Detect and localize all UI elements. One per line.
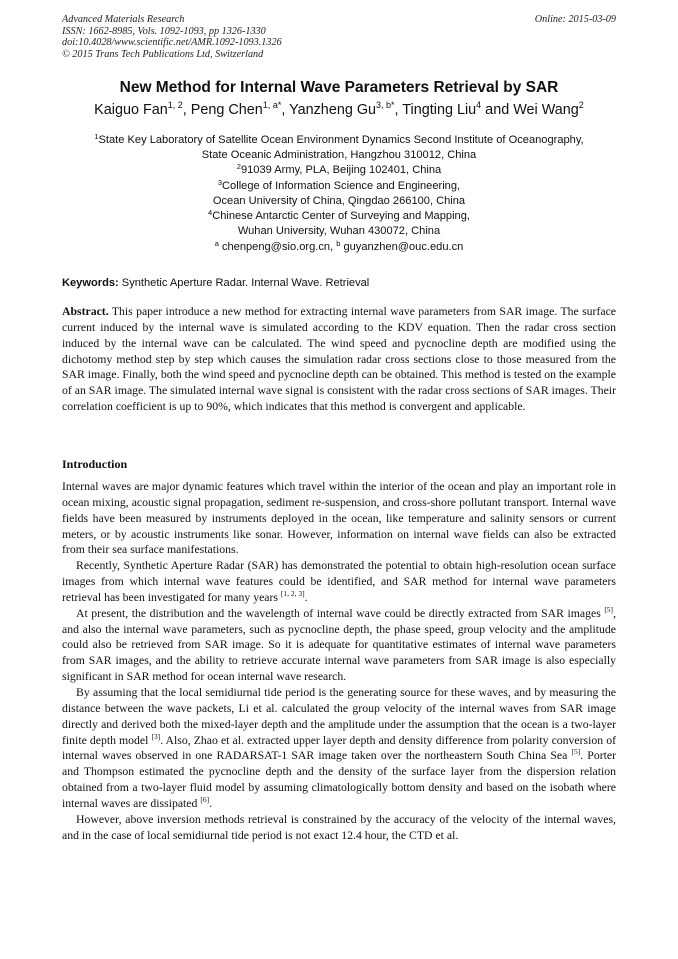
affiliation-line: [62, 209, 616, 224]
paragraph-text: However, above inversion methods retrieval is constrained by the accuracy of the velocity of the internal waves, and in the case of local semidiurnal tide period is not exact 12.4 hour, the CTD et al.: [62, 812, 616, 842]
affiliation-list: [62, 133, 616, 239]
author-affiliation-mark: 2: [578, 100, 584, 110]
citation-ref: [6]: [200, 794, 210, 804]
author-name: Wei Wang: [513, 102, 579, 118]
intro-paragraph: [62, 558, 616, 606]
citation-ref: [5]: [571, 747, 581, 757]
paragraph-text: . Porter and Thompson estimated the pycnocline depth and the density of the surface layer from the dispersion relation obtained from a two-layer fluid model by assuming climatologically bottom density and based on the isobath where internal waves are dissipated: [62, 749, 617, 810]
affiliation-text: State Oceanic Administration, Hangzhou 310012, China: [201, 149, 477, 162]
affiliation-line: [62, 224, 616, 239]
affiliation-text: Wuhan University, Wuhan 430072, China: [237, 225, 441, 238]
online-date: Online: 2015-03-09: [534, 14, 616, 25]
citation-ref: [5]: [604, 604, 614, 614]
affiliation-mark: 3: [217, 177, 223, 187]
affiliation-text: Chinese Antarctic Center of Surveying and Mapping,: [212, 210, 470, 223]
paragraph-text: Internal waves are major dynamic features which travel within the interior of the ocean and play an important role in ocean mixing, acoustic signal propagation, sediment re-suspension, and cross-shore pollutant transport. Internal wave fields have been measured by instruments deployed in the ocean, like temperature and salinity sensors or current meters, or by acoustic instruments like sonar. However, information on internal wave fields can also be extracted from their sea surface manifestations.: [62, 480, 616, 557]
affiliation-line: [62, 163, 616, 178]
section-heading-introduction: Introduction: [62, 457, 128, 471]
citation-ref: [3]: [151, 731, 161, 741]
paragraph-text: At present, the distribution and the wavelength of internal wave could be directly extracted from SAR images: [76, 606, 605, 620]
author-name: Kaiguo Fan: [94, 102, 168, 118]
email-list: [62, 240, 616, 255]
email-mark: b: [336, 239, 341, 248]
paragraph-text: .: [304, 590, 308, 604]
author-separator: and: [481, 102, 514, 118]
paragraph-text: . Also, Zhao et al. extracted upper layer depth and density difference from polarity conversion of internal waves observed in one RADARSAT-1 SAR image taken over the northeastern South China Sea: [62, 733, 616, 763]
affiliation-text: College of Information Science and Engineering,: [222, 179, 461, 192]
paragraph-text: Recently, Synthetic Aperture Radar (SAR) has demonstrated the potential to obtain high-resolution ocean surface images from which internal wave features could be identified, and SAR method for internal wave parameters retrieval has been investigated for many years: [62, 559, 616, 604]
author-separator: ,: [281, 102, 290, 118]
author-affiliation-mark: 1, 2: [167, 100, 183, 110]
keywords-text: Synthetic Aperture Radar. Internal Wave. Retrieval: [118, 277, 370, 289]
author-name: Yanzheng Gu: [289, 102, 377, 118]
author-name: Tingting Liu: [402, 102, 477, 118]
affiliation-mark: 2: [236, 162, 241, 172]
affiliation-line: [62, 179, 616, 194]
author-separator: ,: [182, 102, 191, 118]
abstract-text: This paper introduce a new method for extracting internal wave parameters from SAR image. The surface current induced by the internal wave is simulated according to the KDV equation. Then the radar cross section induced by the internal wave can be calculated. The wind speed and pycnocline depth are modified using the dichotomy method step by step which causes the simulation radar cross sections close to those measured from the SAR image. Finally, both the wind speed and pycnocline depth can be obtained. This method is tested on the example of an SAR image. The simulated internal wave signal is consistent with the radar cross sections of SAR images. Their correlation coefficient is up to 90%, which indicates that this method is convergent and applicable.: [62, 305, 616, 414]
paragraph-text: .: [209, 796, 213, 810]
issn-line: ISSN: 1662-8985, Vols. 1092-1093, pp 1326-1330: [62, 25, 266, 37]
keywords: [62, 276, 616, 291]
email-address: guyanzhen@ouc.edu.cn: [340, 241, 464, 253]
author-affiliation-mark: 3, b*: [376, 100, 395, 110]
introduction-body: [62, 479, 616, 843]
author-separator: ,: [394, 102, 403, 118]
affiliation-line: [62, 133, 616, 148]
intro-paragraph: [62, 479, 616, 558]
intro-paragraph: [62, 606, 616, 685]
paper-title: New Method for Internal Wave Parameters Retrieval by SAR: [119, 79, 559, 96]
citation-ref: [1, 2, 3]: [280, 588, 305, 598]
affiliation-mark: 1: [94, 132, 99, 141]
journal-name: Advanced Materials Research: [62, 14, 185, 25]
author-affiliation-mark: 4: [476, 100, 482, 110]
intro-paragraph: [62, 812, 616, 844]
keywords-label: Keywords:: [62, 277, 119, 289]
affiliation-line: [62, 148, 616, 163]
email-mark: a: [214, 239, 219, 248]
affiliation-mark: 4: [208, 208, 213, 218]
author-affiliation-mark: 1, a*: [262, 100, 282, 110]
affiliation-text: Ocean University of China, Qingdao 266100, China: [212, 194, 466, 207]
email-address: chenpeng@sio.org.cn: [218, 241, 331, 253]
abstract-label: Abstract.: [62, 305, 109, 318]
email-separator: ,: [330, 241, 337, 253]
author-list: [62, 101, 616, 119]
affiliation-text: 91039 Army, PLA, Beijing 102401, China: [240, 164, 442, 177]
affiliation-text: State Key Laboratory of Satellite Ocean Environment Dynamics Second Institute of Oceanography,: [98, 134, 584, 146]
author-name: Peng Chen: [190, 102, 263, 118]
doi-line: doi:10.4028/www.scientific.net/AMR.1092-1093.1326: [62, 37, 282, 49]
paragraph-text: By assuming that the local semidiurnal tide period is the generating source for these waves, and by measuring the distance between the wave packets, Li et al. calculated the group velocity of the internal waves from SAR image directly and derived both the mixed-layer depth and the amplitude under the assumption that the ocean is a two-layer finite depth model: [62, 685, 616, 747]
affiliation-line: [62, 194, 616, 209]
copyright-line: © 2015 Trans Tech Publications Ltd, Switzerland: [62, 48, 264, 60]
journal-header: [62, 14, 616, 60]
abstract: [62, 304, 616, 415]
paragraph-text: , and also the internal wave parameters, such as pycnocline depth, the phase speed, group velocity and the amplitude could also be retrieved from SAR image. So it is adequate for quantitative estimates of internal wave parameters from SAR images, and the ability to retrieve accurate internal wave parameters from SAR image is also especially significant in SAR method for ocean internal wave research.: [62, 606, 616, 684]
intro-paragraph: [62, 685, 616, 812]
